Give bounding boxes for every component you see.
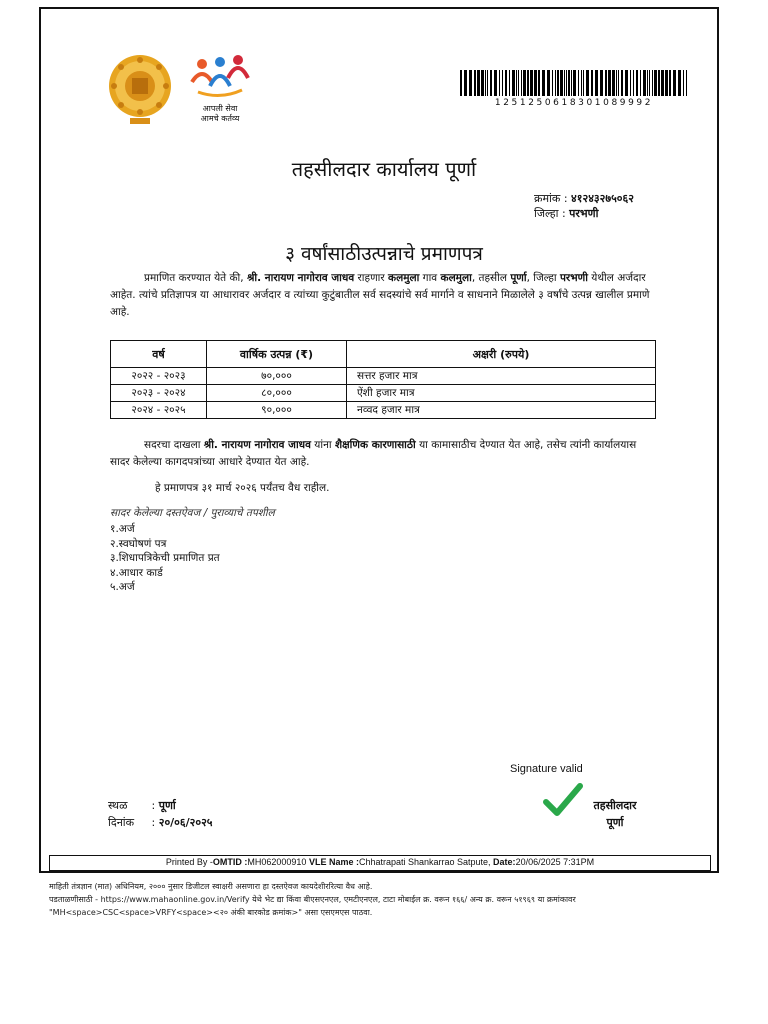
barcode-bar: [591, 70, 593, 96]
signatory-block: [560, 797, 670, 831]
barcode-bar: [464, 70, 467, 96]
people-logo-icon: [188, 52, 252, 100]
text-span: गाव: [419, 272, 441, 284]
text-span: प्रमाणित करण्यात येते की,: [144, 272, 247, 284]
barcode-bar: [547, 70, 550, 96]
column-header-words: अक्षरी (रुपये): [347, 341, 656, 368]
cell-words: नव्वद हजार मात्र: [347, 402, 656, 419]
printed-by-line: [49, 855, 711, 871]
barcode-bar: [647, 70, 648, 96]
text-span: , जिल्हा: [526, 272, 560, 284]
barcode-bar: [600, 70, 603, 96]
barcode-bar: [469, 70, 472, 96]
barcode-bar: [608, 70, 611, 96]
cell-income: ७०,०००: [207, 368, 347, 385]
table-row: [111, 402, 656, 419]
barcode-bar: [683, 70, 684, 96]
kramank-value: ४१२४३२७५०६२: [571, 192, 634, 205]
barcode-bar: [630, 70, 631, 96]
barcode-bar: [612, 70, 615, 96]
column-header-year: वर्ष: [111, 341, 207, 368]
barcode-bar: [490, 70, 492, 96]
barcode-bar: [460, 70, 462, 96]
barcode-bar: [485, 70, 486, 96]
list-item: ४.आधार कार्ड: [110, 566, 163, 579]
cell-income: ८०,०००: [207, 385, 347, 402]
tahsil-name: पूर्णा: [510, 272, 527, 284]
verification-notes: [49, 880, 729, 919]
note-line-1: माहिती तंत्रज्ञान (मात) अधिनियम, २००० नुसार डिजीटल स्वाक्षरी असणारा हा दस्तऐवज कायदेशीररित्या वैध आहे.: [49, 882, 373, 891]
print-date-value: 20/06/2025 7:31PM: [515, 857, 595, 867]
barcode-bar: [509, 70, 510, 96]
barcode-bar: [502, 70, 503, 96]
barcode-bar: [518, 70, 519, 96]
kramank-label: क्रमांक :: [534, 192, 568, 205]
barcode-bar: [649, 70, 650, 96]
list-item: २.स्वघोषणं पत्र: [110, 537, 167, 550]
barcode-bar: [595, 70, 598, 96]
barcode-bar: [530, 70, 533, 96]
barcode-bar: [625, 70, 628, 96]
barcode-bar: [633, 70, 634, 96]
barcode-bar: [581, 70, 582, 96]
list-item: १.अर्ज: [110, 523, 135, 535]
text-span: सदरचा दाखला: [144, 439, 204, 451]
barcode-bar: [560, 70, 563, 96]
barcode-bar: [636, 70, 638, 96]
barcode-bar: [665, 70, 668, 96]
barcode-bar: [474, 70, 476, 96]
reference-block: [534, 191, 634, 221]
column-header-income: वार्षिक उत्पन्न (₹): [207, 341, 347, 368]
logo-caption-1: आपली सेवा: [202, 104, 238, 113]
barcode-bar: [568, 70, 570, 96]
barcode-bar: [583, 70, 584, 96]
barcode-bar: [566, 70, 567, 96]
barcode-bar: [686, 70, 687, 96]
signature-valid-text: Signature valid: [510, 763, 583, 775]
barcode-bar: [552, 70, 553, 96]
aapli-seva-logo: [188, 52, 252, 128]
certificate-title: ३ वर्षांसाठीउत्पन्नाचे प्रमाणपत्र: [285, 243, 483, 265]
colon: :: [151, 799, 156, 812]
note-line-2: पडताळणीसाठी - https://www.mahaonline.gov.in/Verify येथे भेट द्या किंवा बीएसएनएल, एमटीएनएल, टाटा मोबाईल क्र. वरून १६६/ अन्य क्र. वरून ५१९६९ या क्रमांकावर: [49, 895, 576, 904]
text-span: येथील अर्जदार आहेत. त्यांचे प्रतिज्ञापत्र या आधारावर अर्जदार व त्यांच्या कुटुंबातील सर्व सदस्यांचे सर्व मार्गाने व साधनाने मिळालेले ३ वर्षांचे उत्पन्न खालील प्रमाणे आहे.: [110, 272, 650, 318]
list-item: ३.शिधापत्रिकेची प्रमाणित प्रत: [110, 552, 220, 564]
documents-heading: सादर केलेल्या दस्तऐवज / पुराव्याचे तपशील: [110, 507, 275, 519]
note-line-3: "MH<space>CSC<space>VRFY<space><२० अंकी बारकोड क्रमांक>" असा एसएमएस पाठवा.: [49, 908, 373, 917]
barcode-number: 1251250618301089992: [494, 98, 654, 108]
signatory-place: पूर्णा: [606, 816, 624, 829]
jilha-value: परभणी: [569, 207, 599, 220]
barcode-bar: [586, 70, 589, 96]
omtid-value: MH062000910: [247, 857, 307, 867]
place-label: स्थळ: [108, 799, 128, 812]
cell-year: २०२४ - २०२५: [111, 402, 207, 419]
barcode: [460, 70, 688, 96]
cell-year: २०२२ - २०२३: [111, 368, 207, 385]
text-span: , तहसील: [471, 272, 511, 284]
barcode-bar: [573, 70, 576, 96]
office-title: तहसीलदार कार्यालय पूर्णा: [291, 157, 477, 181]
district-name: परभणी: [559, 272, 588, 284]
barcode-bar: [534, 70, 537, 96]
validity-statement: हे प्रमाणपत्र ३१ मार्च २०२६ पर्यंतच वैध राहील.: [155, 482, 330, 494]
barcode-bar: [616, 70, 617, 96]
text-span: राहणार: [354, 272, 389, 284]
table-row: [111, 385, 656, 402]
omtid-label: OMTID :: [212, 857, 248, 867]
barcode-bar: [621, 70, 623, 96]
barcode-bar: [605, 70, 607, 96]
place-value: पूर्णा: [158, 799, 176, 812]
print-date-label: Date:: [490, 857, 516, 867]
barcode-bar: [564, 70, 565, 96]
text-span: या कामासाठीच देण्यात येत आहे, तसेच त्यांनी कार्यालयास सादर केलेल्या कागदपत्रांच्या आधारे देण्यात येत आहे.: [110, 439, 637, 468]
logo-caption-2: आमचे कर्तव्य: [200, 114, 240, 123]
barcode-bar: [538, 70, 540, 96]
barcode-bar: [523, 70, 526, 96]
vle-label: VLE Name :: [306, 857, 359, 867]
purpose: शैक्षणिक कारणासाठी: [335, 439, 416, 451]
barcode-bar: [678, 70, 681, 96]
text-span: यांना: [310, 439, 335, 451]
barcode-bar: [652, 70, 653, 96]
applicant-name: श्री. नारायण नागोराव जाधव: [246, 272, 355, 284]
barcode-bar: [477, 70, 480, 96]
cell-year: २०२३ - २०२४: [111, 385, 207, 402]
barcode-bar: [673, 70, 676, 96]
table-row: [111, 368, 656, 385]
income-table: [110, 340, 656, 419]
barcode-bar: [618, 70, 619, 96]
barcode-bar: [487, 70, 488, 96]
barcode-bar: [658, 70, 660, 96]
colon: :: [151, 816, 156, 829]
village-name: कलमुला: [388, 272, 420, 284]
date-label: दिनांक: [108, 816, 135, 829]
barcode-bar: [494, 70, 497, 96]
signatory-designation: तहसीलदार: [593, 799, 637, 812]
barcode-bar: [505, 70, 507, 96]
barcode-bar: [499, 70, 500, 96]
government-seal-icon: [108, 54, 172, 126]
vle-value: Chhatrapati Shankarrao Satpute,: [358, 857, 491, 867]
barcode-bar: [661, 70, 664, 96]
barcode-bar: [643, 70, 646, 96]
list-item: ५.अर्ज: [110, 581, 135, 593]
barcode-bar: [669, 70, 671, 96]
barcode-bar: [481, 70, 484, 96]
barcode-bar: [654, 70, 657, 96]
table-header-row: [111, 341, 656, 368]
barcode-bar: [578, 70, 579, 96]
barcode-bar: [640, 70, 641, 96]
cell-words: ऐंशी हजार मात्र: [347, 385, 656, 402]
barcode-bar: [512, 70, 515, 96]
documents-list: [110, 522, 220, 595]
barcode-bar: [527, 70, 529, 96]
place-date-block: [108, 797, 213, 831]
village-name-2: कलमुला: [440, 272, 472, 284]
barcode-bar: [555, 70, 556, 96]
barcode-bar: [521, 70, 522, 96]
applicant-name: श्री. नारायण नागोराव जाधव: [203, 439, 311, 451]
certificate-paragraph-1: [110, 270, 656, 321]
printed-by-label: Printed By -: [165, 857, 213, 867]
barcode-bar: [542, 70, 545, 96]
certificate-paragraph-2: [110, 437, 656, 471]
cell-income: ९०,०००: [207, 402, 347, 419]
barcode-bar: [516, 70, 517, 96]
barcode-bar: [571, 70, 572, 96]
cell-words: सत्तर हजार मात्र: [347, 368, 656, 385]
barcode-bar: [557, 70, 559, 96]
jilha-label: जिल्हा :: [534, 207, 566, 220]
date-value: २०/०६/२०२५: [158, 816, 213, 829]
